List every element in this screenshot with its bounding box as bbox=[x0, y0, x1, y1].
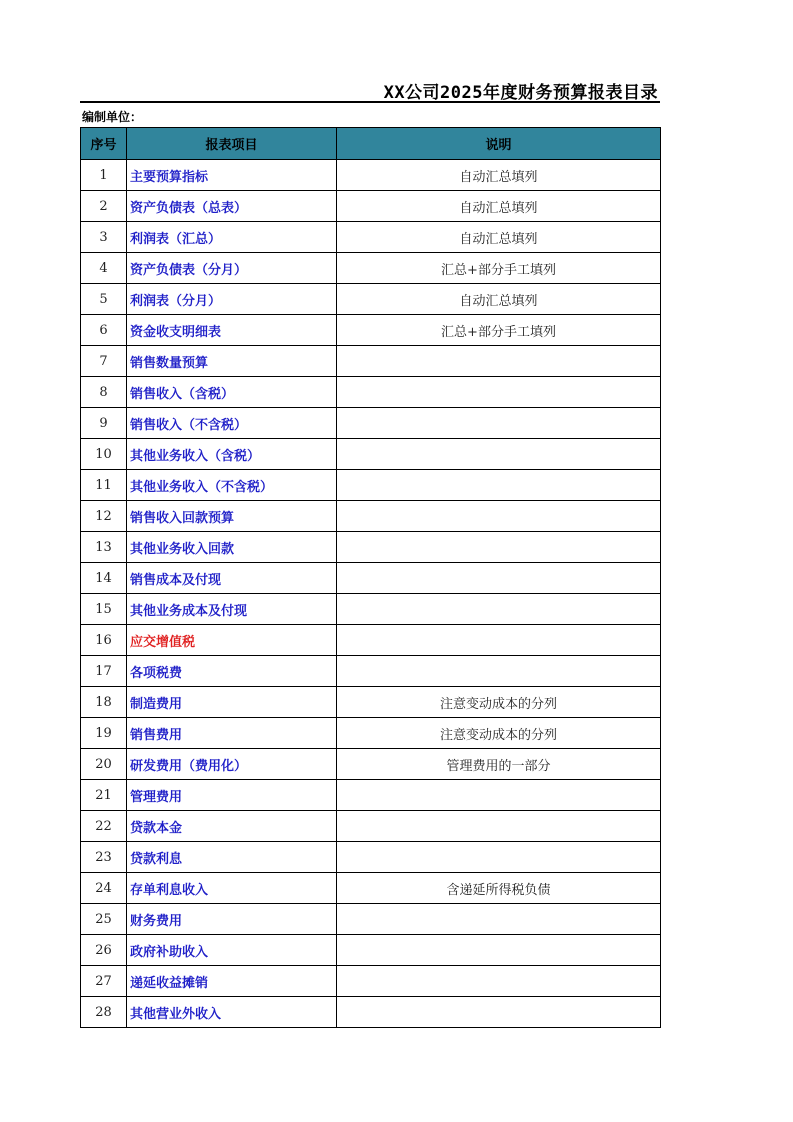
row-report-item: 各项税费 bbox=[127, 656, 337, 687]
table-row bbox=[81, 997, 661, 1028]
row-note: 自动汇总填列 bbox=[337, 160, 661, 191]
table-row bbox=[81, 408, 661, 439]
row-note bbox=[337, 377, 661, 408]
row-note bbox=[337, 966, 661, 997]
row-report-item: 其他业务收入（不含税） bbox=[127, 470, 337, 501]
row-seq: 28 bbox=[81, 997, 127, 1028]
row-report-item: 贷款本金 bbox=[127, 811, 337, 842]
table-row bbox=[81, 811, 661, 842]
row-report-item: 利润表（分月） bbox=[127, 284, 337, 315]
header-seq: 序号 bbox=[81, 128, 127, 160]
row-note bbox=[337, 997, 661, 1028]
table-row bbox=[81, 439, 661, 470]
row-seq: 10 bbox=[81, 439, 127, 470]
row-report-item: 政府补助收入 bbox=[127, 935, 337, 966]
row-seq: 24 bbox=[81, 873, 127, 904]
table-row bbox=[81, 222, 661, 253]
row-report-item: 制造费用 bbox=[127, 687, 337, 718]
row-seq: 27 bbox=[81, 966, 127, 997]
row-report-item: 资产负债表（分月） bbox=[127, 253, 337, 284]
row-seq: 15 bbox=[81, 594, 127, 625]
table-row bbox=[81, 749, 661, 780]
table-row bbox=[81, 284, 661, 315]
row-seq: 19 bbox=[81, 718, 127, 749]
row-note: 自动汇总填列 bbox=[337, 222, 661, 253]
report-catalog-table bbox=[80, 127, 661, 1028]
row-seq: 17 bbox=[81, 656, 127, 687]
row-seq: 1 bbox=[81, 160, 127, 191]
row-seq: 4 bbox=[81, 253, 127, 284]
table-row bbox=[81, 501, 661, 532]
row-seq: 2 bbox=[81, 191, 127, 222]
row-note: 含递延所得税负债 bbox=[337, 873, 661, 904]
row-seq: 26 bbox=[81, 935, 127, 966]
row-note: 汇总+部分手工填列 bbox=[337, 315, 661, 346]
row-note: 注意变动成本的分列 bbox=[337, 718, 661, 749]
row-report-item: 递延收益摊销 bbox=[127, 966, 337, 997]
row-report-item: 销售收入（不含税） bbox=[127, 408, 337, 439]
row-seq: 20 bbox=[81, 749, 127, 780]
row-report-item: 销售收入回款预算 bbox=[127, 501, 337, 532]
row-note bbox=[337, 470, 661, 501]
table-row bbox=[81, 935, 661, 966]
row-note bbox=[337, 935, 661, 966]
row-seq: 7 bbox=[81, 346, 127, 377]
row-report-item: 利润表（汇总） bbox=[127, 222, 337, 253]
row-report-item: 销售数量预算 bbox=[127, 346, 337, 377]
row-seq: 14 bbox=[81, 563, 127, 594]
row-seq: 16 bbox=[81, 625, 127, 656]
table-header-row bbox=[81, 128, 661, 160]
row-report-item: 应交增值税 bbox=[127, 625, 337, 656]
table-row bbox=[81, 563, 661, 594]
row-note bbox=[337, 811, 661, 842]
row-seq: 21 bbox=[81, 780, 127, 811]
row-report-item: 贷款利息 bbox=[127, 842, 337, 873]
row-report-item: 其他业务收入回款 bbox=[127, 532, 337, 563]
title-underline bbox=[80, 101, 660, 103]
table-row bbox=[81, 253, 661, 284]
row-seq: 22 bbox=[81, 811, 127, 842]
table-row bbox=[81, 625, 661, 656]
unit-label: 编制单位： bbox=[82, 110, 143, 124]
row-report-item: 其他业务成本及付现 bbox=[127, 594, 337, 625]
row-report-item: 销售收入（含税） bbox=[127, 377, 337, 408]
row-seq: 5 bbox=[81, 284, 127, 315]
row-note bbox=[337, 842, 661, 873]
row-note bbox=[337, 408, 661, 439]
table-row bbox=[81, 687, 661, 718]
table-row bbox=[81, 191, 661, 222]
row-report-item: 管理费用 bbox=[127, 780, 337, 811]
table-row bbox=[81, 842, 661, 873]
table-row bbox=[81, 594, 661, 625]
table-row bbox=[81, 346, 661, 377]
table-row bbox=[81, 904, 661, 935]
row-report-item: 财务费用 bbox=[127, 904, 337, 935]
row-report-item: 其他业务收入（含税） bbox=[127, 439, 337, 470]
row-note bbox=[337, 439, 661, 470]
row-note bbox=[337, 532, 661, 563]
row-report-item: 资产负债表（总表） bbox=[127, 191, 337, 222]
row-note bbox=[337, 346, 661, 377]
table-row bbox=[81, 160, 661, 191]
row-seq: 11 bbox=[81, 470, 127, 501]
row-note bbox=[337, 563, 661, 594]
row-note: 自动汇总填列 bbox=[337, 191, 661, 222]
table-row bbox=[81, 470, 661, 501]
row-seq: 23 bbox=[81, 842, 127, 873]
table-row bbox=[81, 377, 661, 408]
row-note bbox=[337, 501, 661, 532]
row-seq: 13 bbox=[81, 532, 127, 563]
table-row bbox=[81, 718, 661, 749]
row-seq: 6 bbox=[81, 315, 127, 346]
row-note: 注意变动成本的分列 bbox=[337, 687, 661, 718]
row-report-item: 销售成本及付现 bbox=[127, 563, 337, 594]
row-note bbox=[337, 594, 661, 625]
row-note bbox=[337, 904, 661, 935]
row-seq: 9 bbox=[81, 408, 127, 439]
table-row bbox=[81, 656, 661, 687]
row-report-item: 其他营业外收入 bbox=[127, 997, 337, 1028]
row-seq: 12 bbox=[81, 501, 127, 532]
row-note: 自动汇总填列 bbox=[337, 284, 661, 315]
header-item: 报表项目 bbox=[127, 128, 337, 160]
header-note: 说明 bbox=[337, 128, 661, 160]
table-row bbox=[81, 532, 661, 563]
row-seq: 25 bbox=[81, 904, 127, 935]
row-seq: 3 bbox=[81, 222, 127, 253]
row-report-item: 资金收支明细表 bbox=[127, 315, 337, 346]
table-row bbox=[81, 966, 661, 997]
row-report-item: 主要预算指标 bbox=[127, 160, 337, 191]
row-report-item: 研发费用（费用化） bbox=[127, 749, 337, 780]
row-seq: 18 bbox=[81, 687, 127, 718]
row-note bbox=[337, 656, 661, 687]
row-note: 管理费用的一部分 bbox=[337, 749, 661, 780]
row-seq: 8 bbox=[81, 377, 127, 408]
row-report-item: 销售费用 bbox=[127, 718, 337, 749]
page-title: XX公司2025年度财务预算报表目录 bbox=[383, 83, 658, 103]
table-row bbox=[81, 873, 661, 904]
table-row bbox=[81, 780, 661, 811]
table-row bbox=[81, 315, 661, 346]
row-report-item: 存单利息收入 bbox=[127, 873, 337, 904]
row-note bbox=[337, 625, 661, 656]
row-note bbox=[337, 780, 661, 811]
row-note: 汇总+部分手工填列 bbox=[337, 253, 661, 284]
